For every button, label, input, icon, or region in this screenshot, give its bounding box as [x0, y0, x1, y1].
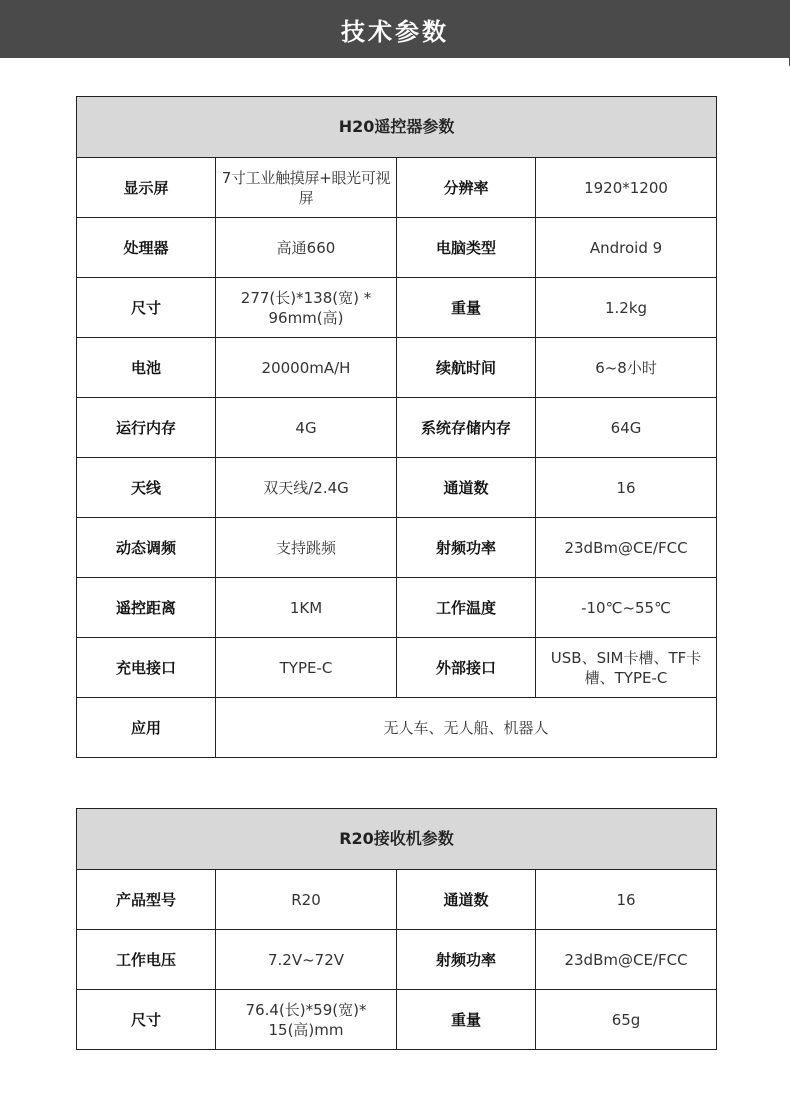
spec-value: 7.2V~72V: [216, 930, 397, 990]
spec-label: 系统存储内存: [397, 398, 536, 458]
spec-label: 射频功率: [397, 930, 536, 990]
table-row: [77, 518, 717, 578]
spec-value: 23dBm@CE/FCC: [536, 518, 717, 578]
spec-label: 动态调频: [77, 518, 216, 578]
spec-label: 外部接口: [397, 638, 536, 698]
spec-value: 支持跳频: [216, 518, 397, 578]
spec-value: 20000mA/H: [216, 338, 397, 398]
r20-table-title: R20接收机参数: [77, 809, 717, 870]
spec-label: 重量: [397, 990, 536, 1050]
spec-value: 64G: [536, 398, 717, 458]
spec-label: 处理器: [77, 218, 216, 278]
header-banner: [0, 0, 790, 58]
table-header-row: [77, 809, 717, 870]
spec-label: 续航时间: [397, 338, 536, 398]
page-title: 技术参数: [341, 17, 449, 46]
spec-value: Android 9: [536, 218, 717, 278]
spec-label: 通道数: [397, 458, 536, 518]
spec-label: 运行内存: [77, 398, 216, 458]
spec-value: 1KM: [216, 578, 397, 638]
spec-value: R20: [216, 870, 397, 930]
spec-value: 1920*1200: [536, 158, 717, 218]
spec-value: 76.4(长)*59(宽)* 15(高)mm: [216, 990, 397, 1050]
spec-label: 充电接口: [77, 638, 216, 698]
spec-label: 产品型号: [77, 870, 216, 930]
spec-value: 1.2kg: [536, 278, 717, 338]
spec-value: 4G: [216, 398, 397, 458]
table-row: [77, 870, 717, 930]
spec-value: TYPE-C: [216, 638, 397, 698]
spec-value: 无人车、无人船、机器人: [216, 698, 717, 758]
spec-value: 277(长)*138(宽) * 96mm(高): [216, 278, 397, 338]
table-row: [77, 638, 717, 698]
table-header-row: [77, 97, 717, 158]
spec-value: 16: [536, 458, 717, 518]
table-row: [77, 158, 717, 218]
h20-spec-table: [76, 96, 717, 758]
spec-label: 显示屏: [77, 158, 216, 218]
spec-value: 7寸工业触摸屏+眼光可视屏: [216, 158, 397, 218]
spec-value: 23dBm@CE/FCC: [536, 930, 717, 990]
spec-label: 天线: [77, 458, 216, 518]
table-row: [77, 278, 717, 338]
table-row: [77, 458, 717, 518]
table-row: [77, 578, 717, 638]
table-row: [77, 990, 717, 1050]
spec-value: 16: [536, 870, 717, 930]
spec-label: 电池: [77, 338, 216, 398]
spec-value: 6~8小时: [536, 338, 717, 398]
table-row: [77, 218, 717, 278]
table-row: [77, 698, 717, 758]
spec-label: 遥控距离: [77, 578, 216, 638]
spec-label: 工作温度: [397, 578, 536, 638]
spec-value: 双天线/2.4G: [216, 458, 397, 518]
spec-label: 尺寸: [77, 990, 216, 1050]
table-row: [77, 338, 717, 398]
r20-spec-table: [76, 808, 717, 1050]
spec-label: 应用: [77, 698, 216, 758]
spec-label: 尺寸: [77, 278, 216, 338]
table-row: [77, 930, 717, 990]
spec-label: 分辨率: [397, 158, 536, 218]
spec-value: -10℃~55℃: [536, 578, 717, 638]
table-row: [77, 398, 717, 458]
spec-label: 重量: [397, 278, 536, 338]
spec-value: 65g: [536, 990, 717, 1050]
spec-label: 射频功率: [397, 518, 536, 578]
spec-value: 高通660: [216, 218, 397, 278]
spec-label: 电脑类型: [397, 218, 536, 278]
spec-label: 工作电压: [77, 930, 216, 990]
h20-table-title: H20遥控器参数: [77, 97, 717, 158]
spec-value: USB、SIM卡槽、TF卡槽、TYPE-C: [536, 638, 717, 698]
spec-label: 通道数: [397, 870, 536, 930]
